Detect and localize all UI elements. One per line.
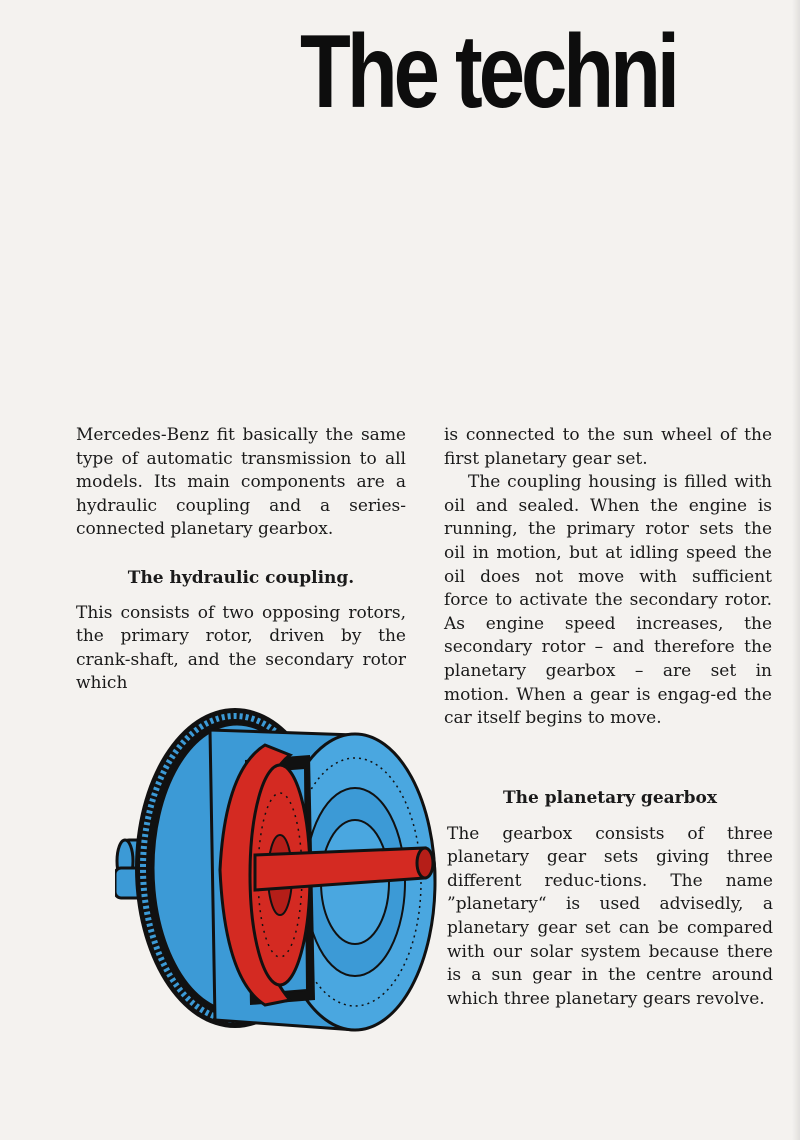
page-edge-shadow [792, 0, 800, 1140]
planetary-gearbox-paragraph: The gearbox consists of three planetary gear sets giving three different reduc-tions. The name ”planetary“ is used advisedly, a planetary gear set can be compared with our solar system because there is a sun gear in the centre around which three planetary gears revolve. [447, 823, 773, 1009]
text-column-right-top [444, 424, 772, 731]
intro-paragraph: Mercedes-Benz fit basically the same type of automatic transmission to all models. Its main components are a hydraulic coupling and a series-connected planetary gearbox. [76, 425, 406, 540]
page-title: The techni [300, 14, 677, 130]
coupling-continuation-paragraph: is connected to the sun wheel of the first planetary gear set. [444, 425, 772, 469]
text-column-left [76, 424, 406, 696]
hydraulic-coupling-heading: The hydraulic coupling. [127, 567, 355, 588]
text-column-right-bottom [447, 787, 773, 1011]
hydraulic-coupling-paragraph: This consists of two opposing rotors, the primary rotor, driven by the crank-shaft, and the secondary rotor which [76, 602, 406, 694]
hydraulic-coupling-illustration [115, 700, 440, 1045]
planetary-gearbox-heading: The planetary gearbox [503, 788, 717, 808]
coupling-housing-paragraph: The coupling housing is filled with oil and sealed. When the engine is running, the primary rotor sets the oil in motion, but at idling speed the oil does not move with sufficient force to activate the secondary rotor. As engine speed increases, the secondary rotor – and therefore the planetary gearbox – are set in motion. When a gear is engag-ed the car itself begins to move. [444, 472, 772, 729]
